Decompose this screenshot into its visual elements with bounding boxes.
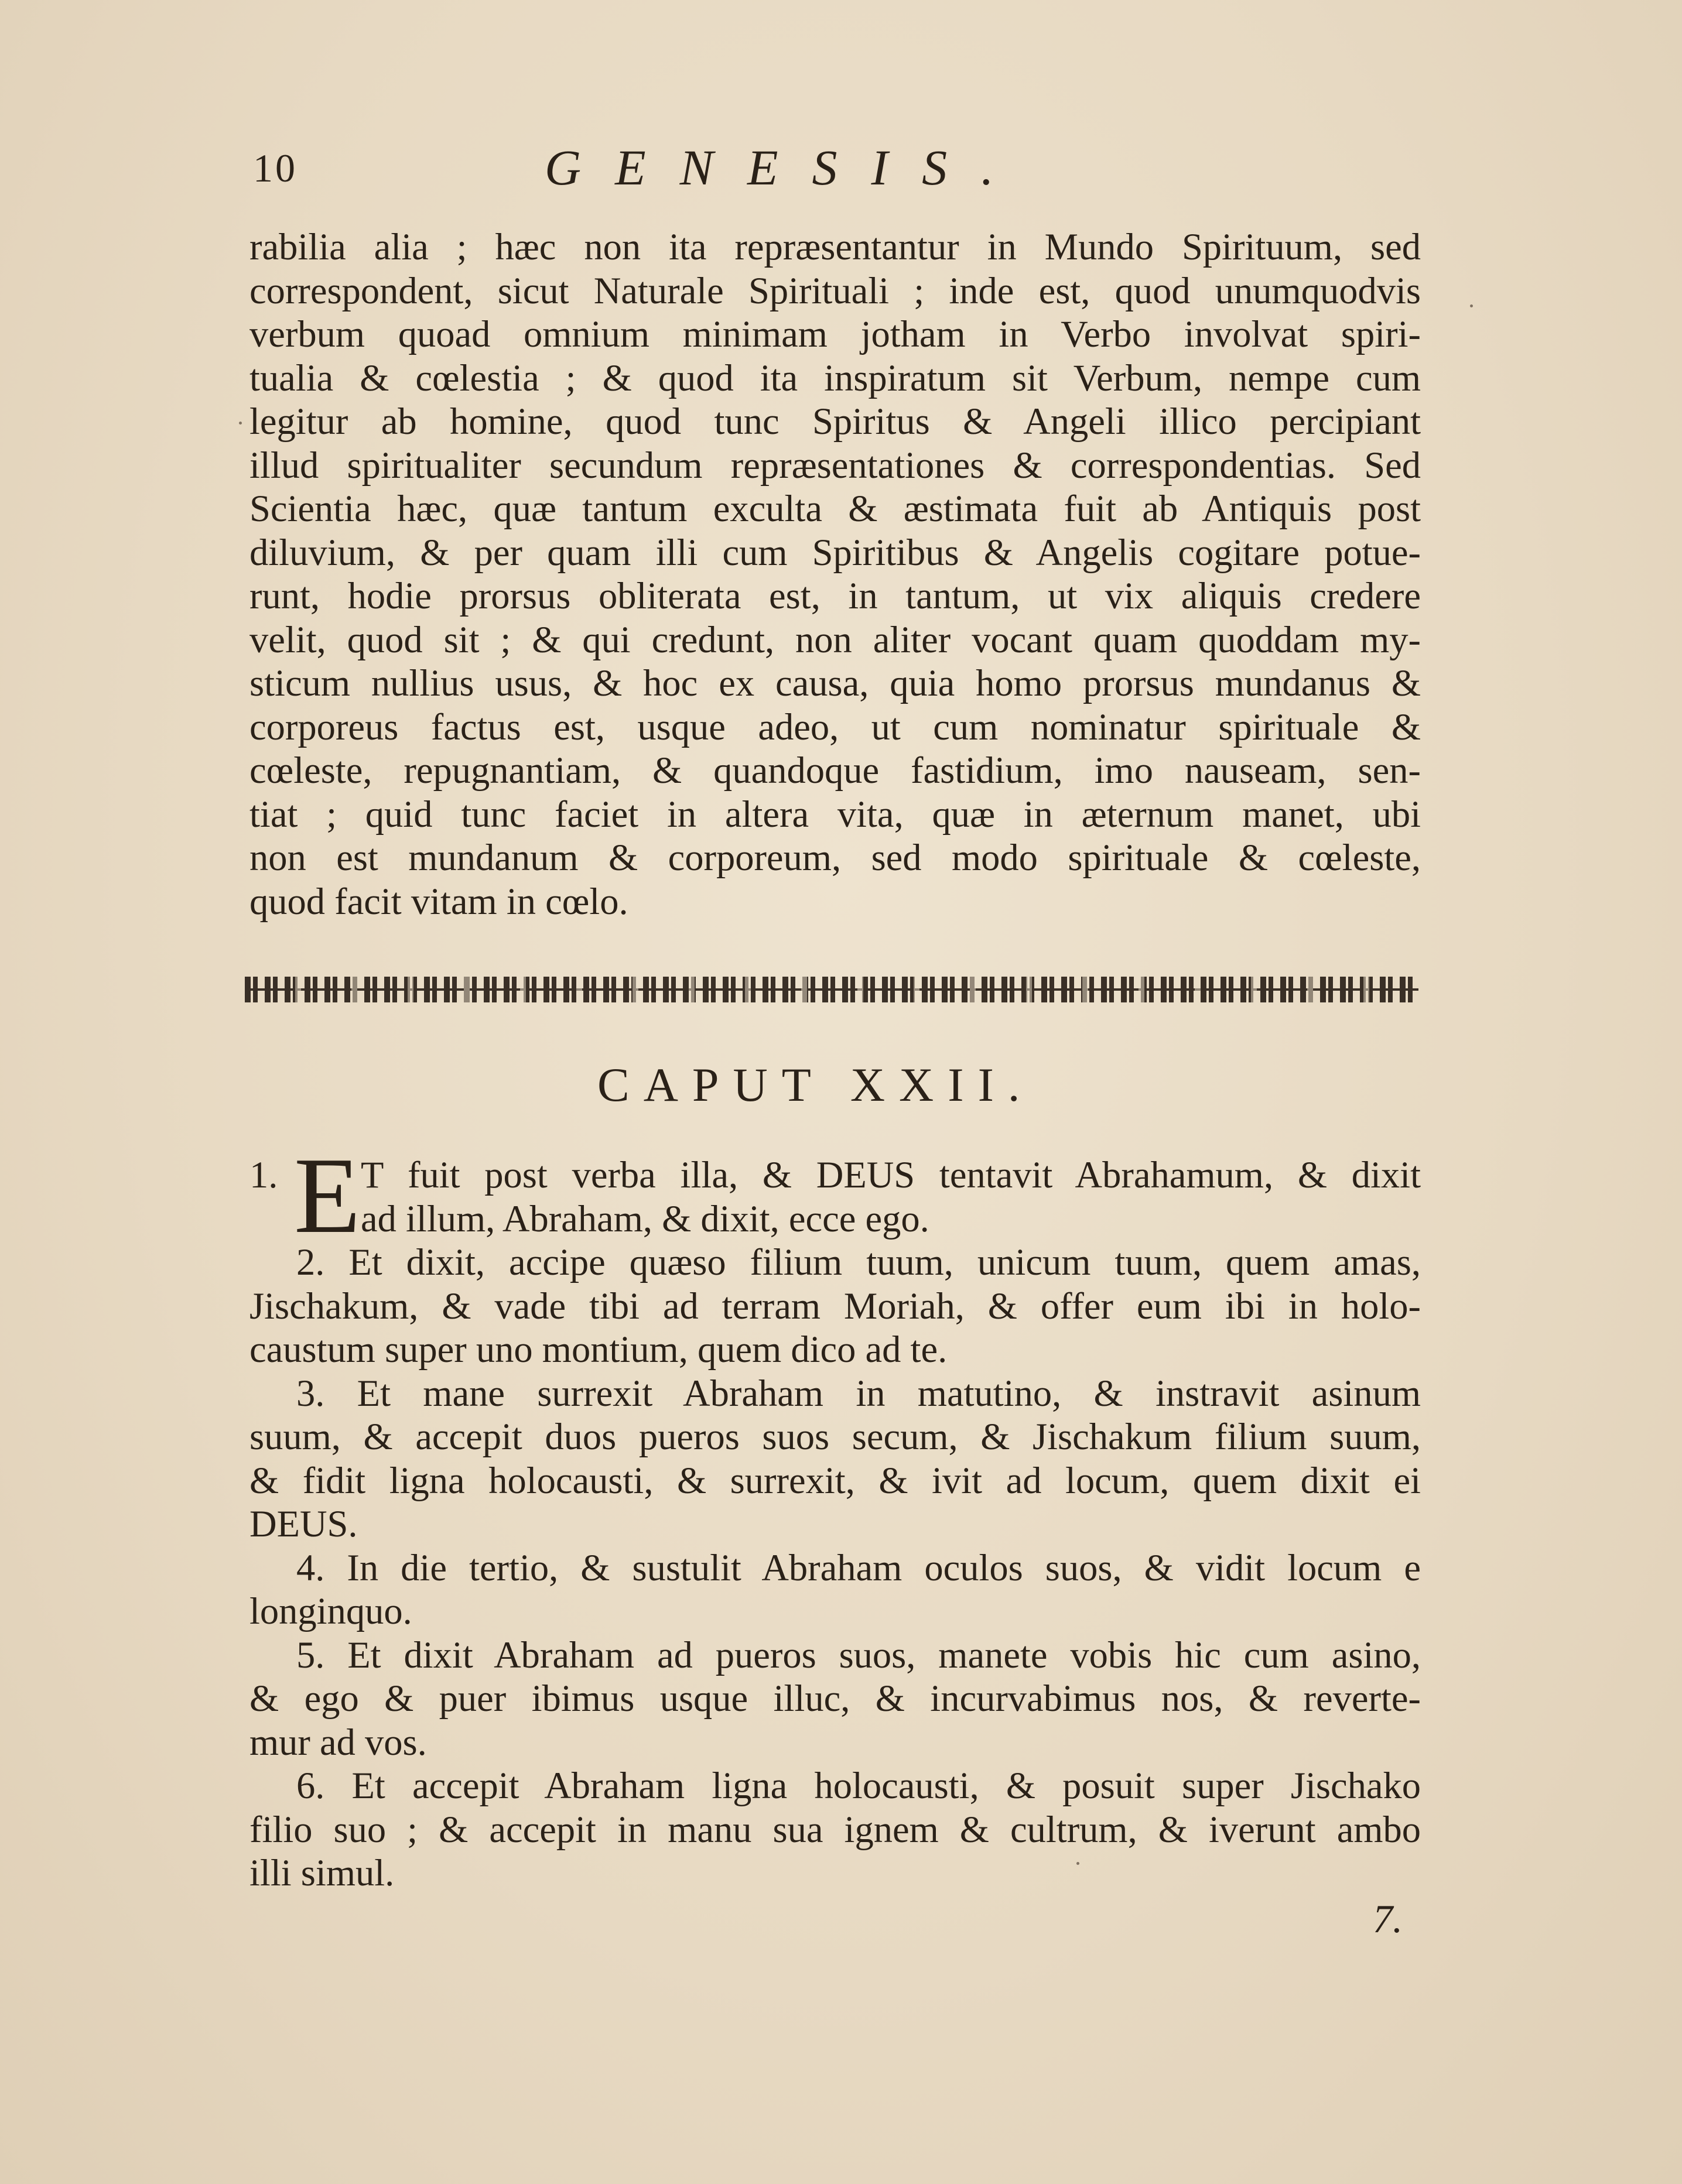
- verse: [249, 1546, 1421, 1634]
- text-line: Jischakum, & vade tibi ad terram Moriah, & offer eum ibi in holo-: [249, 1285, 1421, 1327]
- verse: [249, 1764, 1421, 1895]
- text-line: rabilia alia ; hæc non ita repræsentantur in Mundo Spirituum, sed: [249, 226, 1421, 268]
- text-line: velit, quod sit ; & qui credunt, non aliter vocant quam quoddam my-: [249, 618, 1421, 660]
- text-line: Scientia hæc, quæ tantum exculta & æstimata fuit ab Antiquis post: [249, 488, 1421, 529]
- text-line: sticum nullius usus, & hoc ex causa, quia homo prorsus mundanus &: [249, 662, 1421, 704]
- text-line: suum, & accepit duos pueros suos secum, & Jischakum filium suum,: [249, 1416, 1421, 1457]
- text-line: correspondent, sicut Naturale Spirituali ; inde est, quod unumquodvis: [249, 269, 1421, 311]
- text-line: longinquo.: [249, 1590, 412, 1632]
- text-line: & fidit ligna holocausti, & surrexit, & ivit ad locum, quem dixit ei: [249, 1459, 1421, 1501]
- verse: [249, 1634, 1421, 1765]
- text-line: tiat ; quid tunc faciet in altera vita, quæ in æternum manet, ubi: [249, 793, 1421, 835]
- text-line: mur ad vos.: [249, 1721, 427, 1763]
- text-line: corporeus factus est, usque adeo, ut cum nominatur spirituale &: [249, 706, 1421, 748]
- text-line: 2. Et dixit, accipe quæso filium tuum, unicum tuum, quem amas,: [296, 1241, 1421, 1283]
- ornament-divider: [245, 972, 1418, 1007]
- running-title: GENESIS.: [545, 139, 1028, 196]
- text-line: verbum quoad omnium minimam jotham in Verbo involvat spiri-: [249, 313, 1421, 355]
- verse: [249, 1241, 1421, 1372]
- catchword: 7.: [1373, 1897, 1403, 1941]
- text-line: cœleste, repugnantiam, & quandoque fastidium, imo nauseam, sen-: [249, 749, 1421, 791]
- verse-1-lines: [361, 1153, 1421, 1241]
- paper-speck: [239, 422, 242, 425]
- text-line: illi simul.: [249, 1852, 395, 1894]
- verse: [249, 1372, 1421, 1546]
- text-line: legitur ab homine, quod tunc Spiritus & Angeli illico percipiant: [249, 400, 1421, 442]
- paper-speck: [1470, 304, 1473, 307]
- text-line: diluvium, & per quam illi cum Spiritibus & Angelis cogitare potue-: [249, 531, 1421, 573]
- text-line: quod facit vitam in cœlo.: [249, 880, 628, 922]
- drop-cap: E: [294, 1135, 361, 1256]
- chapter-title: CAPUT XXII.: [597, 1058, 1034, 1111]
- verse-number: 1.: [249, 1154, 278, 1196]
- page-number: 10: [253, 146, 298, 190]
- text-line: runt, hodie prorsus obliterata est, in tantum, ut vix aliquis credere: [249, 575, 1421, 617]
- text-line: & ego & puer ibimus usque illuc, & incurvabimus nos, & reverte-: [249, 1678, 1421, 1719]
- text-block-preface: [249, 225, 1421, 923]
- text-line: 3. Et mane surrexit Abraham in matutino, & instravit asinum: [296, 1372, 1421, 1414]
- text-line: tualia & cœlestia ; & quod ita inspiratum sit Verbum, nempe cum: [249, 357, 1421, 399]
- text-line: caustum super uno montium, quem dico ad te.: [249, 1329, 948, 1370]
- text-line: filio suo ; & accepit in manu sua ignem & cultrum, & iverunt ambo: [249, 1808, 1421, 1850]
- text-line: non est mundanum & corporeum, sed modo spirituale & cœleste,: [249, 837, 1421, 878]
- text-line: 6. Et accepit Abraham ligna holocausti, & posuit super Jischako: [296, 1765, 1421, 1806]
- text-line: 4. In die tertio, & sustulit Abraham oculos suos, & vidit locum e: [296, 1546, 1421, 1589]
- text-line: DEUS.: [249, 1503, 358, 1545]
- paper-speck: [1076, 1862, 1079, 1865]
- text-line: ad illum, Abraham, & dixit, ecce ego.: [361, 1197, 929, 1240]
- text-line: 5. Et dixit Abraham ad pueros suos, manete vobis hic cum asino,: [296, 1634, 1421, 1676]
- text-line: illud spiritualiter secundum repræsentationes & correspondentias. Sed: [249, 444, 1421, 486]
- text-line: T fuit post verba illa, & DEUS tentavit Abrahamum, & dixit: [361, 1154, 1421, 1196]
- verses: [249, 1241, 1421, 1895]
